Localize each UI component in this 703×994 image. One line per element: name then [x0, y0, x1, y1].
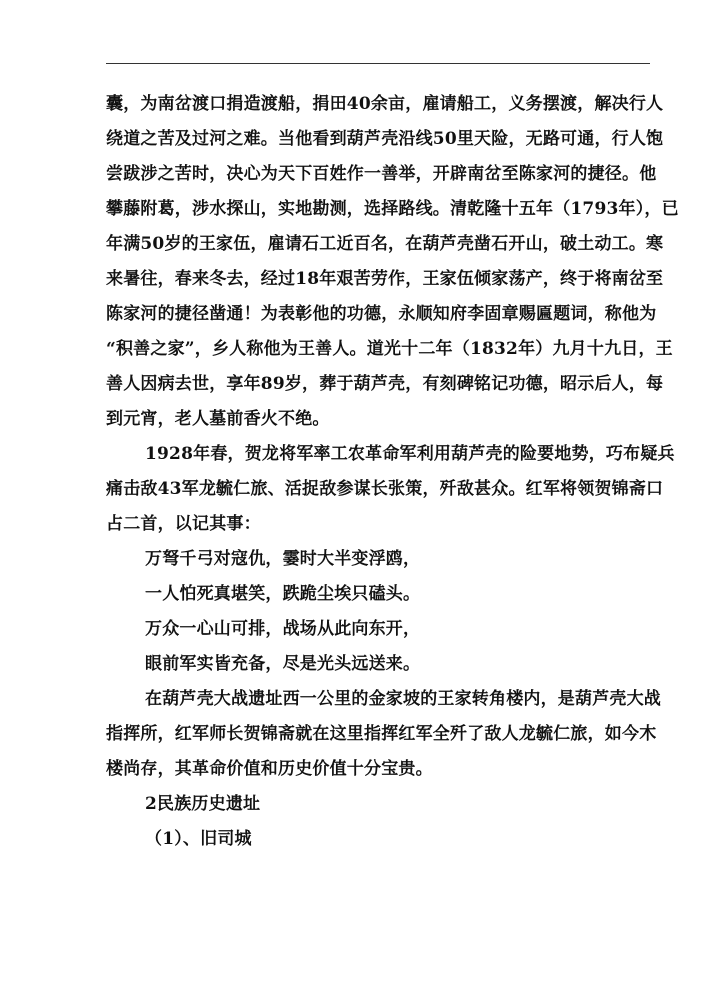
paragraph-line: 绕道之苦及过河之难。当他看到葫芦壳沿线50里天险，无路可通，行人饱: [106, 129, 664, 149]
paragraph-line: 来暑往，春来冬去，经过18年艰苦劳作，王家伍倾家荡产，终于将南岔至: [106, 269, 664, 289]
paragraph-line: 攀藤附葛，涉水探山，实地勘测，选择路线。清乾隆十五年（1793年），已: [106, 199, 679, 219]
paragraph-line: 占二首，以记其事：: [106, 514, 261, 534]
paragraph-line: 年满50岁的王家伍，雇请石工近百名，在葫芦壳凿石开山，破土动工。寒: [106, 234, 664, 254]
paragraph-line: 1928年春，贺龙将军率工农革命军利用葫芦壳的险要地势，巧布疑兵: [145, 444, 675, 464]
paragraph-line: 囊，为南岔渡口捐造渡船，捐田40余亩，雇请船工，义务摆渡，解决行人: [106, 94, 664, 114]
paragraph-line: 在葫芦壳大战遗址西一公里的金家坡的王家转角楼内，是葫芦壳大战: [145, 689, 661, 709]
paragraph-line: “积善之家”，乡人称他为王善人。道光十二年（1832年）九月十九日，王: [106, 339, 673, 359]
paragraph-line: 痛击敌43军龙毓仁旅、活捉敌参谋长张策，歼敌甚众。红军将领贺锦斋口: [106, 479, 664, 499]
subsection-heading: （1）、旧司城: [145, 829, 252, 849]
paragraph-line: 陈家河的捷径凿通！为表彰他的功德，永顺知府李固章赐匾题词，称他为: [106, 304, 657, 324]
paragraph-line: 楼尚存，其革命价值和历史价值十分宝贵。: [106, 759, 433, 779]
paragraph-line: 指挥所，红军师长贺锦斋就在这里指挥红军全歼了敌人龙毓仁旅，如今木: [106, 724, 657, 744]
poem-line: 眼前军实皆充备，尽是光头远送来。: [145, 654, 421, 674]
poem-line: 一人怕死真堪笑，跌跪尘埃只磕头。: [145, 584, 421, 604]
poem-line: 万众一心山可排，战场从此向东开，: [145, 619, 421, 639]
poem-line: 万弩千弓对寇仇，霎时大半变浮鸥，: [145, 549, 421, 569]
paragraph-line: 到元宵，老人墓前香火不绝。: [106, 409, 330, 429]
paragraph-line: 尝跋涉之苦时，决心为天下百姓作一善举，开辟南岔至陈家河的捷径。他: [106, 164, 657, 184]
paragraph-line: 善人因病去世，享年89岁，葬于葫芦壳，有刻碑铭记功德，昭示后人，每: [106, 374, 664, 394]
section-heading: 2民族历史遗址: [145, 794, 261, 814]
